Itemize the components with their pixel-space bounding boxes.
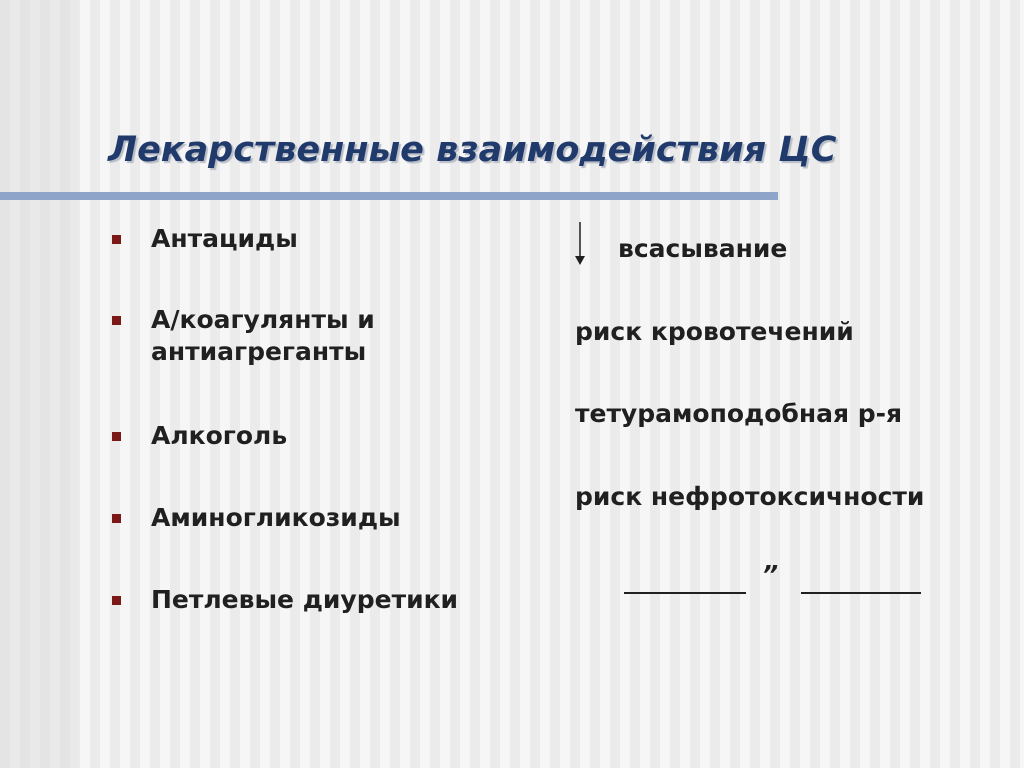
- slide-title: Лекарственные взаимодействия ЦС: [108, 130, 837, 170]
- ditto-row: [624, 560, 924, 600]
- list-item: [112, 420, 532, 452]
- bullet-label: Антациды: [151, 224, 298, 253]
- effect-absorption: всасывание: [618, 234, 788, 263]
- list-item: [112, 502, 532, 534]
- bullet-label: А/коагулянты и: [151, 305, 375, 334]
- list-item: [112, 304, 532, 368]
- background-stripe-band: [0, 0, 78, 768]
- list-item: [112, 584, 532, 616]
- ditto-line-left: [624, 592, 746, 594]
- square-bullet-icon: [112, 514, 121, 523]
- effect-bleeding-risk: риск кровотечений: [575, 317, 854, 346]
- square-bullet-icon: [112, 432, 121, 441]
- down-arrow-icon: [573, 222, 587, 266]
- square-bullet-icon: [112, 596, 121, 605]
- ditto-line-right: [801, 592, 921, 594]
- title-underline-rule: [0, 192, 778, 200]
- list-item: [112, 223, 532, 255]
- bullet-label: Алкоголь: [151, 421, 288, 450]
- bullet-label: Аминогликозиды: [151, 503, 401, 532]
- effect-disulfiram-reaction: тетурамоподобная р-я: [575, 399, 903, 428]
- effect-nephrotoxicity-risk: риск нефротоксичности: [575, 482, 925, 511]
- bullet-label: Петлевые диуретики: [151, 585, 459, 614]
- bullet-label-continuation: антиагреганты: [151, 337, 367, 366]
- square-bullet-icon: [112, 235, 121, 244]
- ditto-mark: ”: [762, 560, 779, 589]
- square-bullet-icon: [112, 316, 121, 325]
